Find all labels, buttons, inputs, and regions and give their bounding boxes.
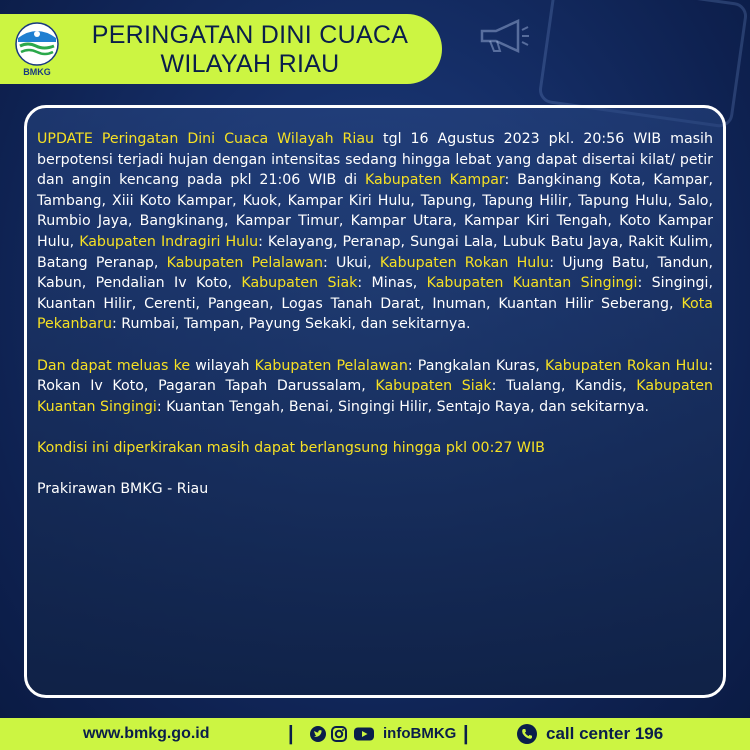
call-center-label[interactable]: call center 196 (546, 724, 664, 743)
highlighted-text: Dan dapat meluas ke (37, 357, 191, 374)
phone-icon (517, 724, 537, 744)
warning-paragraph (37, 438, 713, 459)
warning-paragraph (37, 356, 713, 418)
highlighted-text: Kabupaten Rokan Hulu (545, 357, 709, 374)
highlighted-text: Kabupaten Kampar (365, 172, 505, 189)
highlighted-text: Kabupaten Pelalawan (254, 357, 408, 374)
page-title (70, 21, 430, 79)
highlighted-text: Kabupaten Pelalawan (166, 254, 323, 271)
bmkg-logo-icon (12, 22, 62, 66)
youtube-icon[interactable] (354, 726, 374, 742)
highlighted-text: Kabupaten Kuantan Singingi (426, 275, 638, 292)
warning-content-box (24, 105, 726, 698)
megaphone-icon (478, 18, 530, 54)
body-text: : Rumbai, Tampan, Payung Sekaki, dan sekitarnya. (111, 316, 471, 333)
body-text: wilayah (190, 357, 255, 374)
body-text: : Pangkalan Kuras, (407, 357, 546, 374)
highlighted-text: Kabupaten Kuantan Singingi (37, 378, 713, 415)
bmkg-logo (12, 22, 62, 80)
highlighted-text: Kota Pekanbaru (37, 295, 713, 333)
warning-paragraph (37, 129, 713, 335)
body-text: : Ujung Batu, Tandun, Kabun, Pendalian Iv Koto, (37, 254, 713, 292)
body-text: : Minas, (357, 275, 427, 292)
body-text: : Kelayang, Peranap, Sungai Lala, Lubuk Batu Jaya, Rakit Kulim, Batang Peranap, (37, 233, 713, 271)
footer-separator: | (463, 723, 469, 745)
logo-text: BMKG (23, 67, 51, 77)
highlighted-text: Kabupaten Indragiri Hulu (79, 233, 259, 250)
social-handle[interactable]: infoBMKG (383, 725, 457, 742)
body-text: : Kuantan Tengah, Benai, Singingi Hilir, Sentajo Raya, dan sekitarnya. (156, 398, 650, 415)
warning-paragraph (37, 479, 713, 500)
footer-bar (0, 718, 750, 750)
body-text: : Rokan Iv Koto, Pagaran Tapah Darussalam, (37, 357, 713, 395)
highlighted-text: Kondisi ini diperkirakan masih dapat berlangsung hingga pkl 00:27 WIB (37, 439, 545, 456)
website-link[interactable]: www.bmkg.go.id (83, 725, 210, 742)
footer-separator: | (288, 723, 294, 745)
header-banner (0, 14, 442, 84)
instagram-icon[interactable] (331, 726, 347, 742)
body-text: tgl 16 Agustus 2023 pkl. 20:56 WIB masih berpotensi terjadi hujan dengan intensitas sedang hingga lebat yang dapat disertai kilat/ petir dan angin kencang pada pkl 21:06 WIB di (37, 131, 713, 189)
highlighted-text: UPDATE Peringatan Dini Cuaca Wilayah Riau (37, 131, 375, 147)
highlighted-text: Kabupaten Siak (241, 275, 358, 292)
body-text: : Bangkinang Kota, Kampar, Tambang, Xiii Koto Kampar, Kuok, Kampar Kiri Hulu, Tapung, Tapung Hilir, Tapung Hulu, Salo, Rumbio Jaya, Bangkinang, Kampar Timur, Kampar Utara, Kampar Kiri Tengah, Koto Kampar Hulu, (37, 172, 713, 250)
body-text: Prakirawan BMKG - Riau (37, 481, 209, 498)
page-title-line-2: WILAYAH RIAU (160, 50, 340, 78)
body-text: : Tualang, Kandis, (491, 378, 637, 395)
body-text: : Ukui, (322, 254, 380, 271)
twitter-icon[interactable] (310, 726, 326, 742)
highlighted-text: Kabupaten Siak (375, 378, 492, 395)
page-title-line-1: PERINGATAN DINI CUACA (91, 21, 409, 49)
body-text: : Singingi, Kuantan Hilir, Cerenti, Pangean, Logas Tanah Darat, Inuman, Kuantan Hilir Seberang, (37, 275, 713, 312)
highlighted-text: Kabupaten Rokan Hulu (379, 254, 550, 271)
